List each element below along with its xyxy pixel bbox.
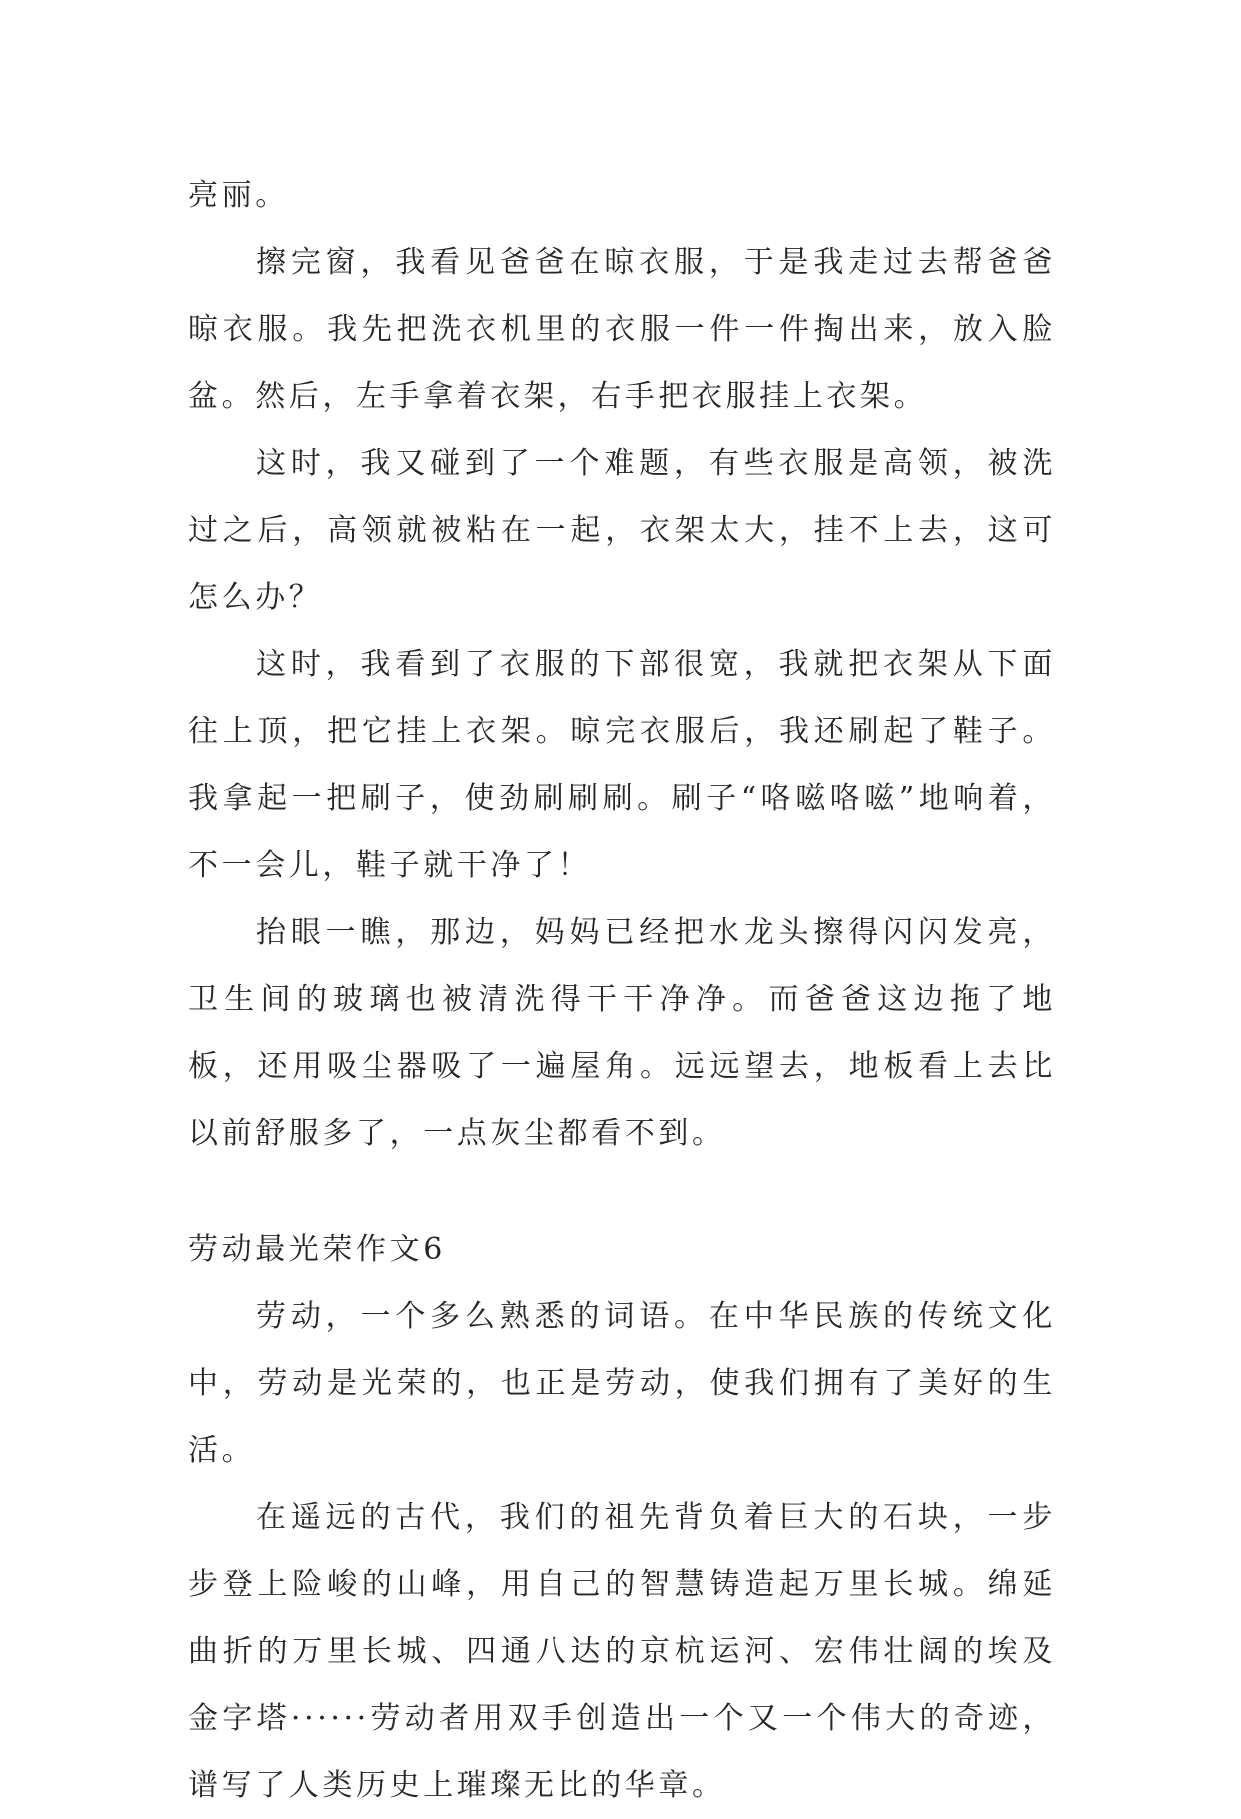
paragraph: 这时，我又碰到了一个难题，有些衣服是高领，被洗过之后，高领就被粘在一起，衣架太大，挂不上去，这可怎么办？ bbox=[188, 446, 1056, 615]
paragraph: 劳动，一个多么熟悉的词语。在中华民族的传统文化中，劳动是光荣的，也正是劳动，使我们拥有了美好的生活。 bbox=[188, 1299, 1056, 1468]
document-page bbox=[188, 162, 1056, 1819]
paragraph: 亮丽。 bbox=[188, 178, 289, 213]
paragraph: 擦完窗，我看见爸爸在晾衣服，于是我走过去帮爸爸晾衣服。我先把洗衣机里的衣服一件一件掏出来，放入脸盆。然后，左手拿着衣架，右手把衣服挂上衣架。 bbox=[188, 245, 1056, 414]
paragraph: 在遥远的古代，我们的祖先背负着巨大的石块，一步步登上险峻的山峰，用自己的智慧铸造起万里长城。绵延曲折的万里长城、四通八达的京杭运河、宏伟壮阔的埃及金字塔······劳动者用双手创造出一个又一个伟大的奇迹，谱写了人类历史上璀璨无比的华章。 bbox=[188, 1500, 1056, 1803]
section-title: 劳动最光荣作文6 bbox=[188, 1232, 446, 1267]
paragraph: 这时，我看到了衣服的下部很宽，我就把衣架从下面往上顶，把它挂上衣架。晾完衣服后，我还刷起了鞋子。我拿起一把刷子，使劲刷刷刷。刷子“咯嗞咯嗞”地响着，不一会儿，鞋子就干净了！ bbox=[188, 647, 1056, 883]
paragraph: 抬眼一瞧，那边，妈妈已经把水龙头擦得闪闪发亮，卫生间的玻璃也被清洗得干干净净。而爸爸这边拖了地板，还用吸尘器吸了一遍屋角。远远望去，地板看上去比以前舒服多了，一点灰尘都看不到。 bbox=[188, 915, 1056, 1151]
